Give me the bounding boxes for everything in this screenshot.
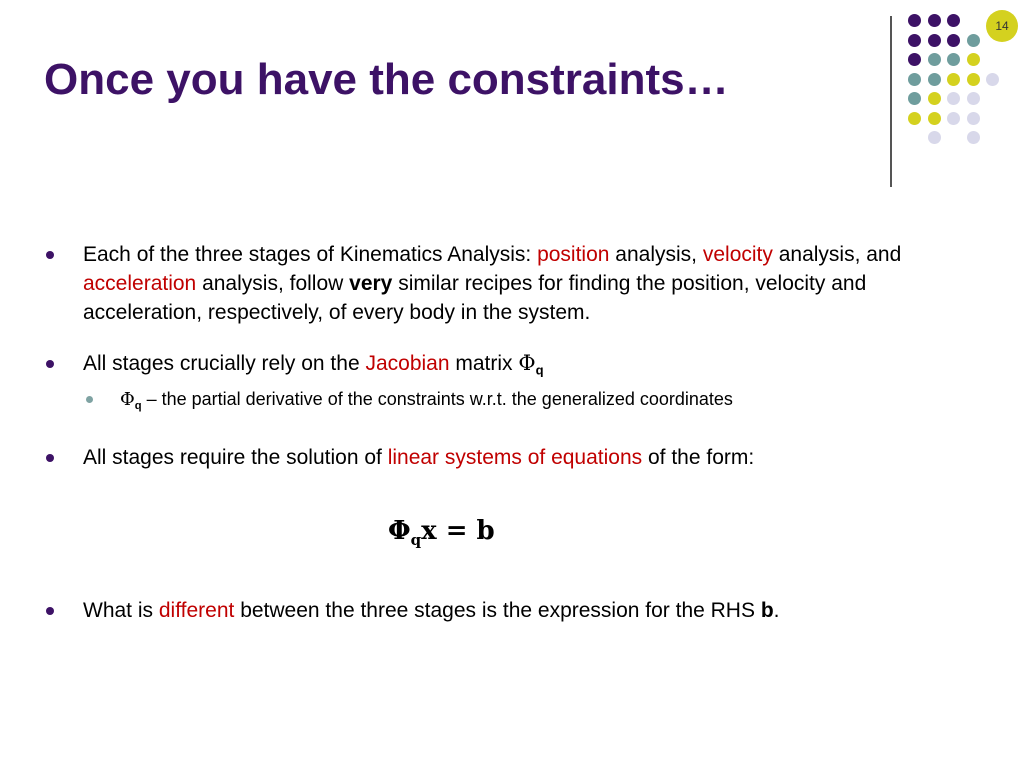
decorative-dot [928, 34, 941, 47]
bullet-item [46, 240, 986, 327]
decorative-dot [928, 53, 941, 66]
bullet-text: All stages require the solution of [83, 446, 388, 470]
bullet-dot [46, 454, 54, 462]
divider-line [890, 16, 892, 187]
equation-rest: x = b [421, 516, 495, 546]
decorative-dot [947, 92, 960, 105]
sub-bullet-text: – the partial derivative of the constraints w.r.t. the generalized coordinates [141, 388, 733, 409]
bullet-item [46, 596, 986, 625]
bullet-text: analysis, [609, 243, 703, 266]
decorative-dot [947, 34, 960, 47]
decorative-dot [947, 53, 960, 66]
equation-phi: Φ [388, 516, 411, 546]
bullet-text: Each of the three stages of Kinematics Analysis: [83, 243, 538, 266]
decorative-dot [967, 112, 980, 125]
phi-symbol: Φ [518, 351, 536, 375]
decorative-dot [928, 131, 941, 144]
bullet-text: What is [83, 599, 159, 622]
bullet-dot [46, 360, 54, 368]
decorative-dot [928, 14, 941, 27]
bullet-text: . [773, 599, 780, 622]
decorative-dot [908, 73, 921, 86]
highlight-acceleration: acceleration [83, 272, 197, 295]
decorative-dot [908, 92, 921, 105]
decorative-dot [928, 73, 941, 86]
highlight-different: different [158, 599, 235, 622]
sub-bullet-item [46, 387, 986, 418]
bullet-dot [46, 251, 54, 259]
decorative-dot [967, 131, 980, 144]
bullet-text: All stages crucially rely on the [83, 352, 366, 375]
decorative-dot [908, 34, 921, 47]
bullet-text: similar recipes for finding the position, velocity and acceleration, respectively, of every body in the system. [83, 272, 867, 324]
decorative-dot [967, 34, 980, 47]
bullet-dot [46, 607, 54, 615]
bullet-text: between the three stages is the expression for the RHS [234, 599, 761, 622]
bullet-text: analysis, follow [196, 272, 350, 295]
slide-content-lower [46, 596, 986, 625]
highlight-position: position [537, 243, 610, 266]
bold-very: very [349, 272, 393, 295]
decorative-dot [908, 112, 921, 125]
equation [388, 516, 495, 549]
decorative-dot [928, 92, 941, 105]
decorative-dot [967, 92, 980, 105]
bullet-text: of the form: [642, 446, 755, 470]
highlight-linear-systems: linear systems of equations [387, 446, 643, 470]
highlight-velocity: velocity [702, 243, 773, 266]
decorative-dot [947, 112, 960, 125]
decorative-dot [947, 14, 960, 27]
sub-bullet-dot [86, 396, 93, 403]
decorative-dot [967, 53, 980, 66]
subscript-q: q [535, 362, 544, 378]
decorative-dot [908, 53, 921, 66]
decorative-dot [986, 73, 999, 86]
bold-b: b [760, 599, 774, 622]
decorative-dot [928, 112, 941, 125]
bullet-text: analysis, and [772, 243, 902, 266]
bullet-item [46, 443, 986, 472]
bullet-item [46, 349, 986, 385]
equation-subscript: q [410, 531, 422, 549]
decorative-dot [967, 73, 980, 86]
bullet-text: matrix [449, 352, 519, 375]
slide-content [46, 240, 986, 472]
decorative-dot [908, 14, 921, 27]
subscript-q: q [134, 399, 142, 412]
phi-symbol: Φ [120, 388, 135, 410]
page-number-badge: 14 [986, 10, 1018, 42]
slide-title: Once you have the constraints… [44, 55, 729, 104]
highlight-jacobian: Jacobian [365, 352, 450, 375]
decorative-dot [947, 73, 960, 86]
